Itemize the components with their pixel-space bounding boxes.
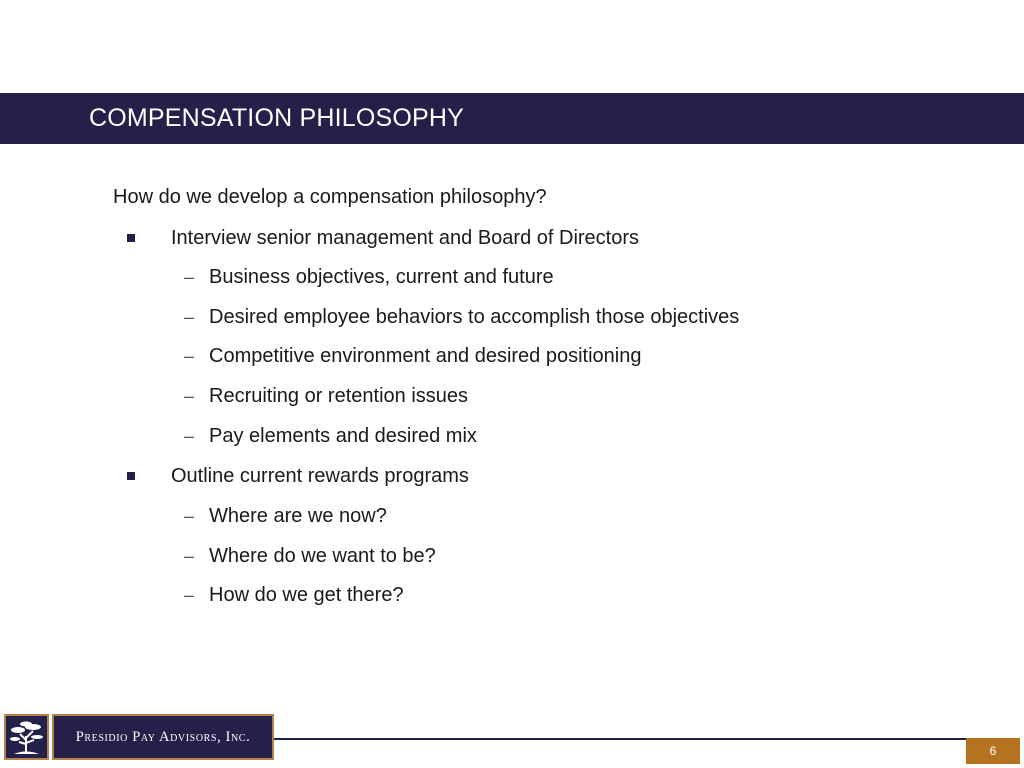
- dash-bullet-icon: –: [184, 307, 195, 327]
- sub-item-text: Competitive environment and desired positioning: [209, 345, 642, 367]
- dash-bullet-icon: –: [184, 346, 195, 366]
- sub-item-text: Recruiting or retention issues: [209, 385, 469, 407]
- intro-question: How do we develop a compensation philosophy?: [113, 186, 547, 208]
- cypress-tree-icon: [6, 716, 47, 758]
- company-name: Presidio Pay Advisors, Inc.: [75, 729, 251, 745]
- company-name-badge: [52, 714, 274, 760]
- sub-item-text: Where are we now?: [209, 505, 387, 527]
- square-bullet-icon: [127, 234, 135, 242]
- footer-divider: [272, 738, 966, 740]
- page-number: 6: [989, 744, 997, 758]
- slide-title: COMPENSATION PHILOSOPHY: [89, 104, 465, 132]
- dash-bullet-icon: –: [184, 546, 195, 566]
- dash-bullet-icon: –: [184, 506, 195, 526]
- sub-item-text: How do we get there?: [209, 584, 404, 606]
- sub-item-text: Business objectives, current and future: [209, 266, 554, 288]
- bullet-text: Interview senior management and Board of Directors: [171, 227, 640, 249]
- bullet-text: Outline current rewards programs: [171, 465, 469, 487]
- dash-bullet-icon: –: [184, 267, 195, 287]
- page-number-badge: [966, 738, 1020, 764]
- dash-bullet-icon: –: [184, 426, 195, 446]
- sub-item-text: Where do we want to be?: [209, 545, 436, 567]
- sub-item-text: Pay elements and desired mix: [209, 425, 477, 447]
- dash-bullet-icon: –: [184, 386, 195, 406]
- square-bullet-icon: [127, 472, 135, 480]
- company-logo: [4, 714, 49, 760]
- dash-bullet-icon: –: [184, 585, 195, 605]
- sub-item-text: Desired employee behaviors to accomplish those objectives: [209, 306, 740, 328]
